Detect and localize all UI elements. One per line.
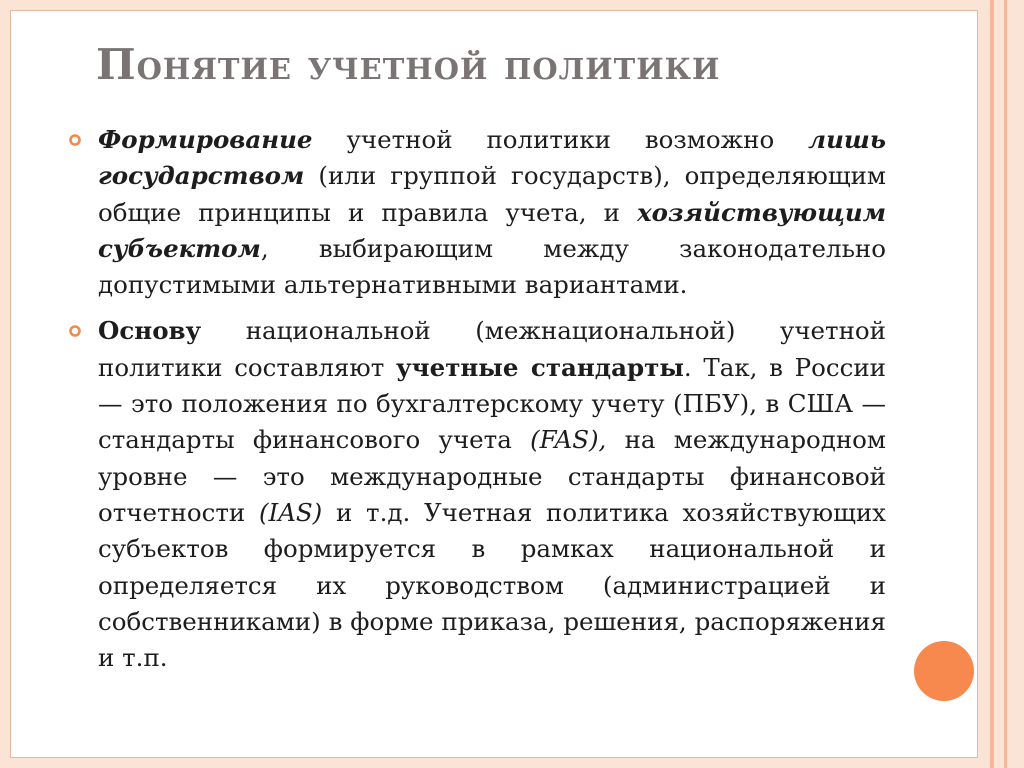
bullet-text-italic: (FAS), [530,425,607,455]
bullet-text: национальной (межнациональной) учетной политики составляют [98,316,886,382]
bullet-item [68,313,886,676]
ring-bullet-icon [68,324,82,338]
decor-stripe [1007,0,1024,768]
bullet-text: учетной политики возможно [312,125,809,154]
bullet-text: (или группой государств), определяющим общие принципы и правила учета, и [98,161,886,227]
bullet-text-bold: учетные стандарты [395,352,684,382]
bullet-item [68,122,886,303]
bullet-text: , выбирающим между законодательно допустимыми альтернативными вариантами. [98,233,886,300]
slide-title: Понятие учетной политики [96,40,721,89]
decor-circle [914,641,974,701]
bullet-text-bold-italic: хозяйствующим субъектом [98,197,886,263]
ring-bullet-icon [68,133,82,147]
decor-stripe [994,0,1004,768]
bullet-text: и т.д. Учетная политика хозяйствующих субъектов формируется в рамках национальной и определяется их руководством (администрацией и собственниками) в форме приказа, решения, распоряжения и т.п. [98,497,886,673]
bullet-text-bold: Основу [98,316,202,346]
bullet-text-bold-italic: лишь государством [98,125,886,191]
decor-stripe [978,0,990,768]
bullet-text-italic: (IAS) [258,497,323,527]
slide-content [68,122,886,686]
bullet-text: на международном уровне — это международные стандарты финансовой отчетности [98,425,886,527]
bullet-text: . Так, в России — это положения по бухгалтерскому учету (ПБУ), в США — стандарты финансового учета [98,352,886,455]
bullet-text-bold-italic: Формирование [98,125,313,154]
